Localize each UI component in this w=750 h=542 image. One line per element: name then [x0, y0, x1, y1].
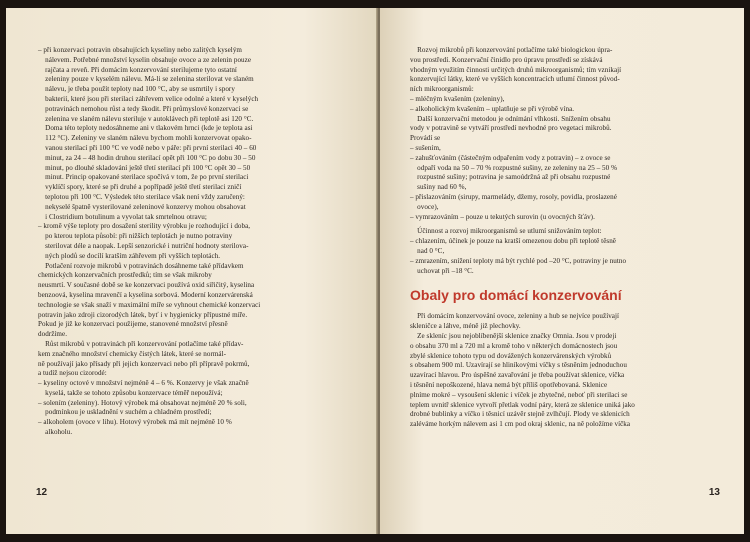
text-line: – při konzervaci potravin obsahujících kyseliny nebo zalitých kyselým	[38, 46, 242, 54]
text-line: Doma této teploty nedosáhneme ani v tlakovém hrnci (kde je teplota asi	[38, 124, 253, 133]
text-line: odpaří voda na 50 – 70 % rozpustné sušiny, ze zeleniny na 25 – 50 %	[410, 163, 618, 172]
text-line: zelenina ve slaném nálevu steriluje v autoklávech při teplotě asi 120 °C.	[38, 114, 254, 123]
text-line: Ze skleníc jsou nejoblíbenější sklenice značky Omnia. Jsou v prodeji	[410, 331, 617, 340]
text-line: nálevem. Potřebné množství kyselin obsahuje ovoce a ze zelenin pouze	[38, 55, 252, 64]
text-line: – kyseliny octové v množství nejméně 4 – 6 %. Konzervy je však značně	[38, 379, 249, 388]
text-line: neusmrtí. V současné době se ke konzervaci používá oxid siřičitý, kyselina	[38, 281, 255, 290]
text-line: Při domácím konzervování ovoce, zeleniny a hub se nejvíce používají	[410, 312, 620, 321]
text-line: – vymrazováním – pouze u tekutých surovin (u ovocných šťáv).	[410, 212, 595, 221]
text-line: Účinnost a rozvoj mikroorganismů se utlumí snižováním teplot:	[410, 227, 602, 236]
text-line: kem značného množství chemicky čistých látek, které se normál-	[38, 349, 227, 358]
text-line: o obsahu 370 ml a 720 ml a kromě toho v některých domácnostech jsou	[410, 341, 618, 350]
text-line: ně používají jako přísady při jejich konzervaci nebo při přípravě pokrmů,	[38, 359, 250, 368]
text-line: ovoce),	[410, 202, 439, 211]
text-line: rozpustné sušiny; potravina je samoúdržná až při obsahu rozpustné	[410, 173, 611, 182]
text-line: potravin jako zdroji cizorodých látek, byť i v hygienicky přípustné míře.	[38, 310, 248, 319]
text-line: Další konzervační metodou je odnímání vlhkosti. Snížením obsahu	[410, 114, 611, 123]
text-line: – mléčným kvašením (zeleniny),	[410, 94, 505, 103]
text-line: zaléváme horkým nálevem asi 1 cm pod okraj sklenic, na ně položíme víčka	[410, 420, 631, 429]
text-line: konzervující látky, které ve vyšších koncentracích utlumí činnost původ-	[410, 75, 620, 84]
text-line: – alkoholickým kvašením – uplatňuje se při výrobě vína.	[410, 104, 575, 113]
text-line: alkoholu.	[38, 428, 73, 437]
text-line: sušiny nad 60 %,	[410, 183, 467, 192]
page-number-left: 12	[36, 487, 48, 498]
text-line: – zahušťováním (částečným odpařením vody z potravin) – z ovoce se	[410, 153, 611, 162]
text-line: teplotou při 100 °C. Výsledek této sterilace však není vždy zaručený:	[38, 192, 245, 201]
text-line: – kromě výše teploty pro dosažení sterility výrobku je rozhodující i doba,	[38, 222, 251, 231]
text-line: Provádí se	[410, 134, 441, 143]
text-line: minut, po dlouhé skladování ještě třetí sterilací při 100 °C opět 30 – 50	[38, 163, 251, 172]
text-line: benzoová, kyselina mravenčí a kyselina sorbová. Moderní konzervárenská	[38, 290, 253, 299]
text-line: Rozvoj mikrobů při konzervování potlačíme také biologickou úpra-	[410, 46, 613, 54]
text-line: Pokud je již ke konzervaci použijeme, stanovené množství přesně	[38, 320, 228, 329]
page-number-right: 13	[708, 487, 720, 498]
text-line: nálevu, je třeba použít teploty nad 100 °C, aby se usmrtily i spory	[38, 85, 235, 94]
text-line: podmínkou je uskladnění v suchém a chladném prostředí;	[38, 408, 212, 417]
text-line: – přislazováním (sirupy, marmelády, džemy, rosoly, povidla, proslazené	[410, 192, 617, 201]
text-line: – chlazením, účinek je pouze na kratší omezenou dobu při teplotě těsně	[410, 237, 616, 246]
text-line: zeleniny pouze v kyselém nálevu. Má-li se zelenina sterilovat ve slaném	[38, 75, 254, 84]
text-line: bakterií, které jsou při sterilaci záhřevem velice odolné a které v kyselých	[38, 94, 259, 103]
text-line: vou prostředí. Konzervační činidlo pro úpravu prostředí se získává	[410, 55, 603, 64]
text-line: kyselá, takže se tohoto způsobu konzervace téměř nepoužívá;	[38, 388, 223, 397]
text-line: rajčata a reveň. Při domácím konzervování sterilujeme tyto ostatní	[38, 65, 237, 74]
text-line: nad 0 °C,	[410, 246, 445, 255]
text-line: i těsnění nepoškozené, hlava nemá být příliš opotřebovaná. Sklenice	[410, 380, 608, 389]
text-line: s obsahem 900 ml. Uzavírají se hliníkovými víčky s těsněním jednoduchou	[410, 361, 627, 370]
text-line: i Clostridium botulinum a vyvolat tak smrtelnou otravu;	[38, 212, 207, 221]
text-line: uzavírací hlavou. Pro úspěšné zavařování je třeba používat sklenice, víčka	[410, 371, 625, 380]
text-line: minut, za 24 – 48 hodin druhou sterilací opět při 100 °C po dobu 30 – 50	[38, 153, 256, 162]
text-line: dodržíme.	[38, 330, 68, 339]
text-line: a tudíž nejsou cizorodé:	[38, 369, 107, 378]
text-line: – zmrazením, snížení teploty má být rychlé pod –20 °C, potraviny je nutno	[410, 256, 627, 265]
text-line: vody v potravině se vytváří prostředí nevhodné pro vegetaci mikrobů.	[410, 124, 612, 133]
text-line: vanou sterilací při 100 °C ve vodě nebo v páře: při první sterilaci 40 – 60	[38, 143, 257, 152]
text-line: drobné bublinky a víčko i těsnicí uzávěr stejně zvlhčují. Plody ve sklenicích	[410, 410, 630, 419]
text-line: Růst mikrobů v potravinách při konzervování potlačíme také přídav-	[38, 339, 244, 348]
text-line: ních mikroorganismů:	[410, 85, 474, 94]
text-line: potravinách nemohou růst a tedy škodit. Při průmyslové konzervaci se	[38, 104, 249, 113]
text-line: ných plodů se docílí kratším záhřevem při vyšších teplotách.	[38, 251, 221, 260]
section-heading: Obaly pro domácí konzervování	[410, 287, 622, 304]
text-line: – sušením,	[410, 143, 441, 152]
text-line: zbylé sklenice tohoto typu od dovážených konzervárenských výrobků	[410, 351, 612, 360]
text-line: technologie se však snaží v maximální míře se vyhnout chemické konzervaci	[38, 300, 261, 309]
text-line: vyklíčí spory, které se při druhé a popřípadě ještě třetí sterilaci zničí	[38, 183, 242, 192]
text-line: vhodným využitím činnosti určitých druhů mikroorganismů; tím vznikají	[410, 65, 622, 74]
text-line: sterilovat déle a naopak. Lepší senzorické i nutriční hodnoty sterilova-	[38, 241, 249, 250]
text-line: – alkoholem (ovoce v lihu). Hotový výrobek má mít nejméně 10 %	[38, 418, 232, 427]
text-line: skleničce a láhve, méně již plechovky.	[410, 322, 521, 331]
text-line: uchovat při –18 °C.	[410, 266, 474, 275]
text-line: plníme mokré – vysoušení sklenic i víček je zbytečné, neboť při sterilaci se	[410, 390, 628, 399]
text-line: teplem uvnitř sklenice vytvoří přetlak vodní páry, která ze sklenice uniká jako	[410, 400, 635, 409]
text-line: minut. Princip opakované sterilace spočívá v tom, že po první sterilaci	[38, 173, 249, 182]
text-line: 112 °C). Zeleniny ve slaném nálevu bychom mohli konzervovat opako-	[38, 134, 252, 143]
left-page	[6, 8, 378, 534]
right-page	[380, 8, 744, 534]
text-line: chemických konzervačních prostředků; tím se však mikroby	[38, 271, 212, 280]
text-line: Potlačení rozvoje mikrobů v potravinách dosáhneme také přídavkem	[38, 261, 244, 270]
text-line: po kterou teplota působí: při nižších teplotách je nutno potraviny	[38, 232, 233, 241]
text-line: nekyselé špatně vysterilované zeleninové konzervy mohou obsahovat	[38, 202, 246, 211]
text-line: – solením (zeleniny). Hotový výrobek má obsahovat nejméně 20 % soli,	[38, 398, 247, 407]
